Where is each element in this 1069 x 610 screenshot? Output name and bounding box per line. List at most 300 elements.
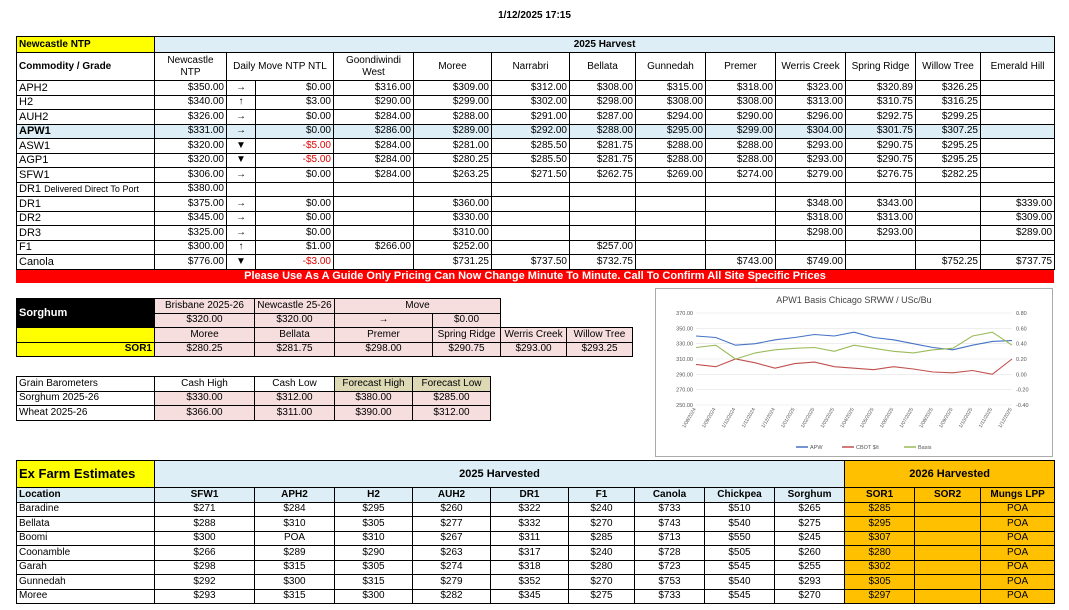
ntp-cell-dir: → <box>227 168 256 183</box>
exfarm-cell: POA <box>981 546 1055 561</box>
ntp-row <box>17 153 1055 168</box>
ntp-cell-gw <box>334 197 414 212</box>
barometer-header: Forecast High <box>335 377 413 392</box>
ntp-cell-gunnedah <box>636 255 706 270</box>
ntp-cell-willow <box>916 211 981 226</box>
ntp-cell-spring: $343.00 <box>846 197 916 212</box>
chart-x-tick: 1/02/2025 <box>799 407 817 430</box>
chart-left-tick: 250.00 <box>676 403 693 409</box>
exfarm-cell: $352 <box>491 575 569 590</box>
ntp-cell-moree: $299.00 <box>414 95 492 110</box>
ntp-cell-premer: $274.00 <box>706 168 776 183</box>
exfarm-cell <box>915 575 981 590</box>
exfarm-cell: $307 <box>845 531 915 546</box>
chart-series-1 <box>696 359 1012 374</box>
exfarm-cell: $733 <box>635 502 705 517</box>
ntp-cell-narrabri: $285.50 <box>492 139 570 154</box>
chart-x-tick: 1/03/2025 <box>819 407 836 430</box>
ntp-cell-gunnedah <box>636 197 706 212</box>
sorghum-site-header: Bellata <box>255 328 335 343</box>
ntp-cell-moree: $252.00 <box>414 240 492 255</box>
barometer-header: Cash High <box>155 377 255 392</box>
ntp-cell-moree: $309.00 <box>414 81 492 96</box>
exfarm-cell: $285 <box>569 531 635 546</box>
ntp-cell-moree: $731.25 <box>414 255 492 270</box>
sorghum-newcastle-value: $320.00 <box>255 313 335 328</box>
exfarm-header: Canola <box>635 488 705 503</box>
sorghum-site-header: Willow Tree <box>567 328 633 343</box>
sorghum-site-header: Spring Ridge <box>433 328 501 343</box>
ntp-cell-premer: $308.00 <box>706 95 776 110</box>
sorghum-move-header: Move <box>335 299 501 314</box>
ntp-cell-spring: $276.75 <box>846 168 916 183</box>
ntp-header-5: Moree <box>414 53 492 81</box>
ntp-cell-ntp: $776.00 <box>155 255 227 270</box>
exfarm-row <box>17 517 1055 532</box>
ntp-cell-ntp: $375.00 <box>155 197 227 212</box>
exfarm-cell: $540 <box>705 517 775 532</box>
sorghum-newcastle-header: Newcastle 25-26 <box>255 299 335 314</box>
ntp-cell-bellata <box>570 211 636 226</box>
exfarm-header: DR1 <box>491 488 569 503</box>
chart-x-tick: 1/08/2025 <box>918 407 935 430</box>
ntp-cell-dir: → <box>227 197 256 212</box>
exfarm-cell: $310 <box>335 531 413 546</box>
barometer-header: Forecast Low <box>413 377 491 392</box>
ntp-cell-move: $0.00 <box>256 110 334 125</box>
sorghum-title: Sorghum <box>17 299 155 328</box>
ntp-cell-dir: ↑ <box>227 240 256 255</box>
barometer-value: $311.00 <box>255 406 335 421</box>
ntp-cell-gw <box>334 211 414 226</box>
exfarm-cell: $277 <box>413 517 491 532</box>
exfarm-cell: $280 <box>845 546 915 561</box>
ntp-cell-willow: $299.25 <box>916 110 981 125</box>
chart-left-tick: 290.00 <box>676 372 693 379</box>
barometer-row <box>17 391 491 406</box>
ntp-cell-moree: $330.00 <box>414 211 492 226</box>
ntp-cell-narrabri: $291.00 <box>492 110 570 125</box>
ntp-grade <box>17 226 155 241</box>
ntp-cell-gunnedah: $288.00 <box>636 139 706 154</box>
sorghum-brisbane-value: $320.00 <box>155 313 255 328</box>
sorghum-site-header: Moree <box>155 328 255 343</box>
exfarm-header: Location <box>17 488 155 503</box>
chart-x-tick: 1/10/2025 <box>957 407 975 430</box>
ntp-title: Newcastle NTP <box>17 37 155 53</box>
exfarm-cell: Gunnedah <box>17 575 155 590</box>
ntp-cell-emerald: $309.00 <box>981 211 1055 226</box>
exfarm-cell: Moree <box>17 589 155 604</box>
ntp-cell-narrabri <box>492 211 570 226</box>
ntp-cell-ntp: $350.00 <box>155 81 227 96</box>
ntp-cell-bellata: $732.75 <box>570 255 636 270</box>
chart-x-tick: 1/05/2025 <box>859 407 876 430</box>
exfarm-row <box>17 589 1055 604</box>
ntp-cell-gunnedah: $295.00 <box>636 124 706 139</box>
ntp-cell-bellata: $281.75 <box>570 153 636 168</box>
sorghum-site-value: $280.25 <box>155 342 255 357</box>
exfarm-cell: $305 <box>845 575 915 590</box>
ntp-cell-move: $1.00 <box>256 240 334 255</box>
exfarm-cell: $245 <box>775 531 845 546</box>
ntp-cell-move <box>256 182 334 197</box>
ntp-cell-bellata: $288.00 <box>570 124 636 139</box>
ntp-cell-emerald <box>981 81 1055 96</box>
ntp-cell-emerald <box>981 240 1055 255</box>
ntp-grade <box>17 153 155 168</box>
ntp-row <box>17 240 1055 255</box>
ntp-cell-bellata: $308.00 <box>570 81 636 96</box>
ntp-grade-label: DR3 <box>19 226 42 239</box>
exfarm-cell: $345 <box>491 589 569 604</box>
ntp-cell-narrabri <box>492 182 570 197</box>
ntp-cell-werris <box>776 240 846 255</box>
ntp-cell-bellata: $262.75 <box>570 168 636 183</box>
exfarm-title: Ex Farm Estimates <box>17 461 155 488</box>
ntp-grade <box>17 182 155 197</box>
exfarm-cell: $292 <box>155 575 255 590</box>
ntp-cell-dir: ▼ <box>227 139 256 154</box>
ntp-cell-narrabri: $312.00 <box>492 81 570 96</box>
ntp-grade-label: ASW1 <box>19 139 51 152</box>
chart-right-tick: 0.00 <box>1016 372 1027 379</box>
ntp-cell-willow: $295.25 <box>916 139 981 154</box>
exfarm-cell: $290 <box>335 546 413 561</box>
exfarm-cell: $728 <box>635 546 705 561</box>
exfarm-cell: $713 <box>635 531 705 546</box>
exfarm-cell: $317 <box>491 546 569 561</box>
ntp-cell-premer: $299.00 <box>706 124 776 139</box>
ntp-cell-willow <box>916 182 981 197</box>
ntp-cell-moree: $360.00 <box>414 197 492 212</box>
ntp-cell-narrabri <box>492 240 570 255</box>
chart-left-tick: 330.00 <box>676 341 693 348</box>
ntp-cell-bellata: $281.75 <box>570 139 636 154</box>
ntp-grade <box>17 197 155 212</box>
ntp-cell-move: $0.00 <box>256 197 334 212</box>
ntp-cell-ntp: $326.00 <box>155 110 227 125</box>
ntp-grade-label: APW1 <box>19 125 51 138</box>
chart-legend-label: APW <box>810 445 823 451</box>
ntp-cell-spring: $320.89 <box>846 81 916 96</box>
ntp-cell-dir: ↑ <box>227 95 256 110</box>
sorghum-move-direction: → <box>335 313 433 328</box>
ntp-cell-emerald <box>981 124 1055 139</box>
exfarm-cell: $315 <box>255 589 335 604</box>
ntp-row <box>17 124 1055 139</box>
chart-right-tick: 0.60 <box>1016 326 1027 333</box>
ntp-cell-move: $0.00 <box>256 124 334 139</box>
ntp-grade-label: DR1 <box>19 183 42 196</box>
ntp-cell-werris: $298.00 <box>776 226 846 241</box>
ntp-cell-gunnedah: $308.00 <box>636 95 706 110</box>
chart-x-tick: 1/09/2024 <box>701 407 718 430</box>
ntp-cell-gunnedah: $294.00 <box>636 110 706 125</box>
exfarm-cell: $263 <box>413 546 491 561</box>
chart-right-tick: 0.80 <box>1016 311 1027 317</box>
ntp-cell-premer <box>706 240 776 255</box>
ntp-cell-ntp: $306.00 <box>155 168 227 183</box>
ntp-cell-move: $0.00 <box>256 81 334 96</box>
exfarm-cell: $315 <box>255 560 335 575</box>
ntp-cell-move: $3.00 <box>256 95 334 110</box>
ntp-grade-label: Canola <box>19 255 54 268</box>
exfarm-2026-label: 2026 Harvested <box>845 461 1055 488</box>
exfarm-cell: $550 <box>705 531 775 546</box>
chart-right-tick: -0.40 <box>1016 403 1029 409</box>
ntp-header-13: Emerald Hill <box>981 53 1055 81</box>
ntp-row <box>17 211 1055 226</box>
chart-left-tick: 310.00 <box>676 357 693 363</box>
barometer-value: $390.00 <box>335 406 413 421</box>
ntp-grade <box>17 240 155 255</box>
exfarm-cell: $240 <box>569 546 635 561</box>
ntp-cell-dir: → <box>227 81 256 96</box>
barometer-value: $285.00 <box>413 391 491 406</box>
sorghum-table <box>16 298 633 357</box>
ntp-row <box>17 255 1055 270</box>
exfarm-header: H2 <box>335 488 413 503</box>
ntp-grade <box>17 81 155 96</box>
ntp-header-1: Newcastle NTP <box>155 53 227 81</box>
exfarm-cell <box>915 589 981 604</box>
ntp-cell-ntp: $340.00 <box>155 95 227 110</box>
exfarm-header: SOR2 <box>915 488 981 503</box>
ntp-cell-emerald: $339.00 <box>981 197 1055 212</box>
ntp-cell-werris: $293.00 <box>776 153 846 168</box>
ntp-cell-spring <box>846 255 916 270</box>
exfarm-header: Chickpea <box>705 488 775 503</box>
ntp-cell-dir: → <box>227 124 256 139</box>
ntp-row <box>17 226 1055 241</box>
exfarm-cell: $298 <box>155 560 255 575</box>
ntp-row <box>17 168 1055 183</box>
ntp-cell-ntp: $325.00 <box>155 226 227 241</box>
sorghum-brisbane-header: Brisbane 2025-26 <box>155 299 255 314</box>
timestamp: 1/12/2025 17:15 <box>498 10 571 21</box>
exfarm-cell: $300 <box>255 575 335 590</box>
barometers-title: Grain Barometers <box>17 377 155 392</box>
ntp-cell-ntp: $345.00 <box>155 211 227 226</box>
ntp-cell-willow: $752.25 <box>916 255 981 270</box>
ntp-cell-emerald <box>981 153 1055 168</box>
exfarm-cell: $240 <box>569 502 635 517</box>
exfarm-row <box>17 546 1055 561</box>
ntp-cell-moree: $263.25 <box>414 168 492 183</box>
exfarm-header: AUH2 <box>413 488 491 503</box>
exfarm-cell <box>915 517 981 532</box>
ntp-cell-spring: $292.75 <box>846 110 916 125</box>
sorghum-move-value: $0.00 <box>433 313 501 328</box>
exfarm-cell: $266 <box>155 546 255 561</box>
ntp-cell-moree: $310.00 <box>414 226 492 241</box>
sorghum-site-header: Werris Creek <box>501 328 567 343</box>
chart-x-tick: 1/12/2025 <box>997 407 1014 430</box>
exfarm-cell: $723 <box>635 560 705 575</box>
exfarm-cell: $274 <box>413 560 491 575</box>
chart-legend-label: Basis <box>918 445 932 451</box>
chart-right-tick: -0.20 <box>1016 387 1029 394</box>
ntp-cell-gw <box>334 255 414 270</box>
ntp-cell-gunnedah <box>636 226 706 241</box>
ntp-grade <box>17 139 155 154</box>
exfarm-cell: $285 <box>845 502 915 517</box>
ntp-cell-bellata: $257.00 <box>570 240 636 255</box>
barometer-label: Wheat 2025-26 <box>17 406 155 421</box>
ntp-cell-spring: $301.75 <box>846 124 916 139</box>
chart-left-tick: 270.00 <box>676 387 693 394</box>
exfarm-cell <box>915 531 981 546</box>
exfarm-header: F1 <box>569 488 635 503</box>
exfarm-cell: $305 <box>335 517 413 532</box>
exfarm-header: APH2 <box>255 488 335 503</box>
ntp-cell-moree <box>414 182 492 197</box>
ntp-cell-move: $0.00 <box>256 168 334 183</box>
chart-x-tick: 1/08/2024 <box>681 407 698 430</box>
chart-x-tick: 1/11/2024 <box>740 407 757 429</box>
grain-barometers-table <box>16 376 491 421</box>
exfarm-cell: $315 <box>335 575 413 590</box>
ntp-cell-moree: $281.00 <box>414 139 492 154</box>
exfarm-row <box>17 560 1055 575</box>
exfarm-cell: Baradine <box>17 502 155 517</box>
ntp-cell-move: -$5.00 <box>256 153 334 168</box>
ntp-cell-gunnedah <box>636 182 706 197</box>
exfarm-header: Mungs LPP <box>981 488 1055 503</box>
ntp-grade <box>17 110 155 125</box>
ntp-cell-dir: ▼ <box>227 255 256 270</box>
exfarm-cell <box>915 546 981 561</box>
ntp-cell-gw: $286.00 <box>334 124 414 139</box>
exfarm-cell: $255 <box>775 560 845 575</box>
exfarm-header: SOR1 <box>845 488 915 503</box>
barometer-label: Sorghum 2025-26 <box>17 391 155 406</box>
ntp-cell-emerald <box>981 95 1055 110</box>
ntp-cell-emerald: $289.00 <box>981 226 1055 241</box>
ntp-grade-label: H2 <box>19 96 34 109</box>
exfarm-cell: $753 <box>635 575 705 590</box>
exfarm-cell: Boomi <box>17 531 155 546</box>
pricing-warning: Please Use As A Guide Only Pricing Can Now Change Minute To Minute. Call To Confirm All Site Specific Prices <box>16 270 1054 283</box>
exfarm-cell: $288 <box>155 517 255 532</box>
ntp-cell-spring: $290.75 <box>846 153 916 168</box>
chart-x-tick: 1/01/2025 <box>780 407 797 430</box>
exfarm-2025-label: 2025 Harvested <box>155 461 845 488</box>
ntp-cell-gw: $266.00 <box>334 240 414 255</box>
ntp-cell-premer <box>706 226 776 241</box>
ntp-header-6: Narrabri <box>492 53 570 81</box>
ntp-cell-narrabri: $285.50 <box>492 153 570 168</box>
exfarm-cell: $282 <box>413 589 491 604</box>
exfarm-cell: $275 <box>775 517 845 532</box>
ntp-cell-move: $0.00 <box>256 211 334 226</box>
exfarm-cell: POA <box>981 502 1055 517</box>
ntp-header-8: Gunnedah <box>636 53 706 81</box>
ntp-cell-narrabri <box>492 226 570 241</box>
exfarm-cell <box>915 502 981 517</box>
ntp-cell-willow: $326.25 <box>916 81 981 96</box>
ntp-cell-ntp: $380.00 <box>155 182 227 197</box>
sorghum-site-header: Premer <box>335 328 433 343</box>
ntp-cell-emerald <box>981 168 1055 183</box>
ntp-cell-emerald: $737.75 <box>981 255 1055 270</box>
barometer-value: $330.00 <box>155 391 255 406</box>
ntp-cell-willow <box>916 240 981 255</box>
ntp-cell-gunnedah <box>636 211 706 226</box>
exfarm-cell: $305 <box>335 560 413 575</box>
ntp-cell-willow: $316.25 <box>916 95 981 110</box>
ntp-cell-dir: → <box>227 110 256 125</box>
ntp-header-4: Goondiwindi West <box>334 53 414 81</box>
ntp-cell-ntp: $320.00 <box>155 139 227 154</box>
exfarm-cell: $322 <box>491 502 569 517</box>
exfarm-cell: $265 <box>775 502 845 517</box>
ntp-cell-dir: → <box>227 226 256 241</box>
ntp-cell-gw: $284.00 <box>334 139 414 154</box>
ntp-cell-willow <box>916 197 981 212</box>
exfarm-cell: $270 <box>569 517 635 532</box>
exfarm-row <box>17 502 1055 517</box>
exfarm-cell: POA <box>981 560 1055 575</box>
ntp-cell-emerald <box>981 139 1055 154</box>
exfarm-cell: $505 <box>705 546 775 561</box>
barometer-value: $366.00 <box>155 406 255 421</box>
chart-x-tick: 1/07/2025 <box>898 407 915 430</box>
ntp-grade-label: SFW1 <box>19 168 50 181</box>
ntp-cell-willow <box>916 226 981 241</box>
exfarm-cell: $310 <box>255 517 335 532</box>
exfarm-cell: $297 <box>845 589 915 604</box>
exfarm-cell: $743 <box>635 517 705 532</box>
exfarm-cell: $295 <box>845 517 915 532</box>
chart-left-tick: 370.00 <box>676 311 693 317</box>
exfarm-cell: $318 <box>491 560 569 575</box>
barometer-row <box>17 406 491 421</box>
ntp-cell-ntp: $320.00 <box>155 153 227 168</box>
ntp-cell-werris: $293.00 <box>776 139 846 154</box>
ntp-cell-premer <box>706 182 776 197</box>
exfarm-cell: POA <box>981 589 1055 604</box>
ntp-cell-emerald <box>981 182 1055 197</box>
chart-x-tick: 1/06/2025 <box>878 407 896 430</box>
ntp-cell-gw: $284.00 <box>334 153 414 168</box>
barometer-value: $312.00 <box>413 406 491 421</box>
exfarm-cell: POA <box>981 517 1055 532</box>
ntp-cell-move: $0.00 <box>256 226 334 241</box>
sorghum-site-value: $290.75 <box>433 342 501 357</box>
ntp-cell-gunnedah: $269.00 <box>636 168 706 183</box>
chart-right-tick: 0.40 <box>1016 341 1027 348</box>
ntp-cell-premer <box>706 197 776 212</box>
ntp-cell-spring: $310.75 <box>846 95 916 110</box>
chart-x-tick: 1/12/2024 <box>760 407 777 430</box>
ntp-cell-spring: $313.00 <box>846 211 916 226</box>
chart-x-tick: 1/09/2025 <box>938 407 955 430</box>
exfarm-cell: $279 <box>413 575 491 590</box>
ntp-header-7: Bellata <box>570 53 636 81</box>
exfarm-cell: $545 <box>705 560 775 575</box>
chart-right-tick: 0.20 <box>1016 357 1027 363</box>
exfarm-row <box>17 575 1055 590</box>
ntp-cell-gunnedah <box>636 240 706 255</box>
exfarm-cell <box>915 560 981 575</box>
barometer-value: $380.00 <box>335 391 413 406</box>
sorghum-site-value: $281.75 <box>255 342 335 357</box>
ntp-cell-dir: → <box>227 211 256 226</box>
exfarm-cell: Bellata <box>17 517 155 532</box>
sorghum-row-label: SOR1 <box>17 342 155 357</box>
